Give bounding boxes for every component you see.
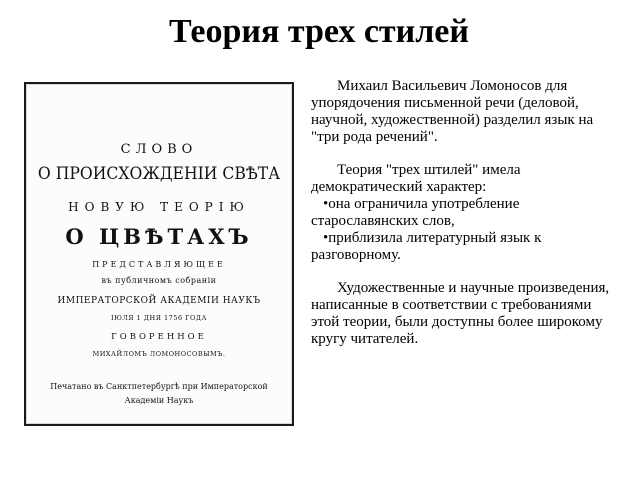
title-page-line-spoken: ГОВОРЕННОЕ	[111, 332, 207, 342]
paragraph-works: Художественные и научные произведения, написанные в соответствии с требованиями этой теории, были доступны более широкому кругу читателей.	[311, 280, 610, 347]
title-page-line-academy: ИМПЕРАТОРСКОЙ АКАДЕМІИ НАУКЪ	[57, 296, 261, 306]
title-page-line-origin: О ПРОИСХОЖДЕНІИ СВѢТА	[37, 164, 281, 184]
title-page-line-printed: Печатано въ Санктпетербургѣ при Императорской	[50, 382, 268, 391]
title-page-line-printed-2: Академіи Наукъ	[124, 396, 194, 405]
title-page-line-public: въ публичномъ собраніи	[101, 276, 217, 285]
paragraph-lomonosov: Михаил Васильевич Ломоносов для упорядочения письменной речи (деловой, научной, художественной) разделил язык на "три рода речений".	[311, 78, 594, 145]
body-text	[311, 78, 616, 348]
paragraph-theory: Теория "трех штилей" имела демократический характер:	[311, 162, 521, 195]
title-page-line-new-theory: НОВУЮ ТЕОРІЮ	[68, 200, 250, 214]
bullet-item-closer: •приблизила литературный язык к разговорному.	[311, 230, 542, 263]
title-page-line-author: МИХАЙЛОМЪ ЛОМОНОСОВЫМЪ.	[92, 350, 226, 358]
title-page-line-presenting: ПРЕДСТАВЛЯЮЩЕЕ	[92, 260, 226, 269]
bullet-item-restricted: •она ограничила употребление старославянских слов,	[311, 196, 520, 229]
title-page-line-colors: О ЦВѢТАХЪ	[65, 224, 253, 249]
slide-title: Теория трех стилей	[169, 13, 469, 50]
title-page-line-slovo: СЛОВО	[120, 142, 198, 157]
title-page-line-date: ІЮЛЯ 1 ДНЯ 1756 ГОДА	[111, 314, 207, 322]
lomonosov-title-page-image	[24, 82, 294, 426]
